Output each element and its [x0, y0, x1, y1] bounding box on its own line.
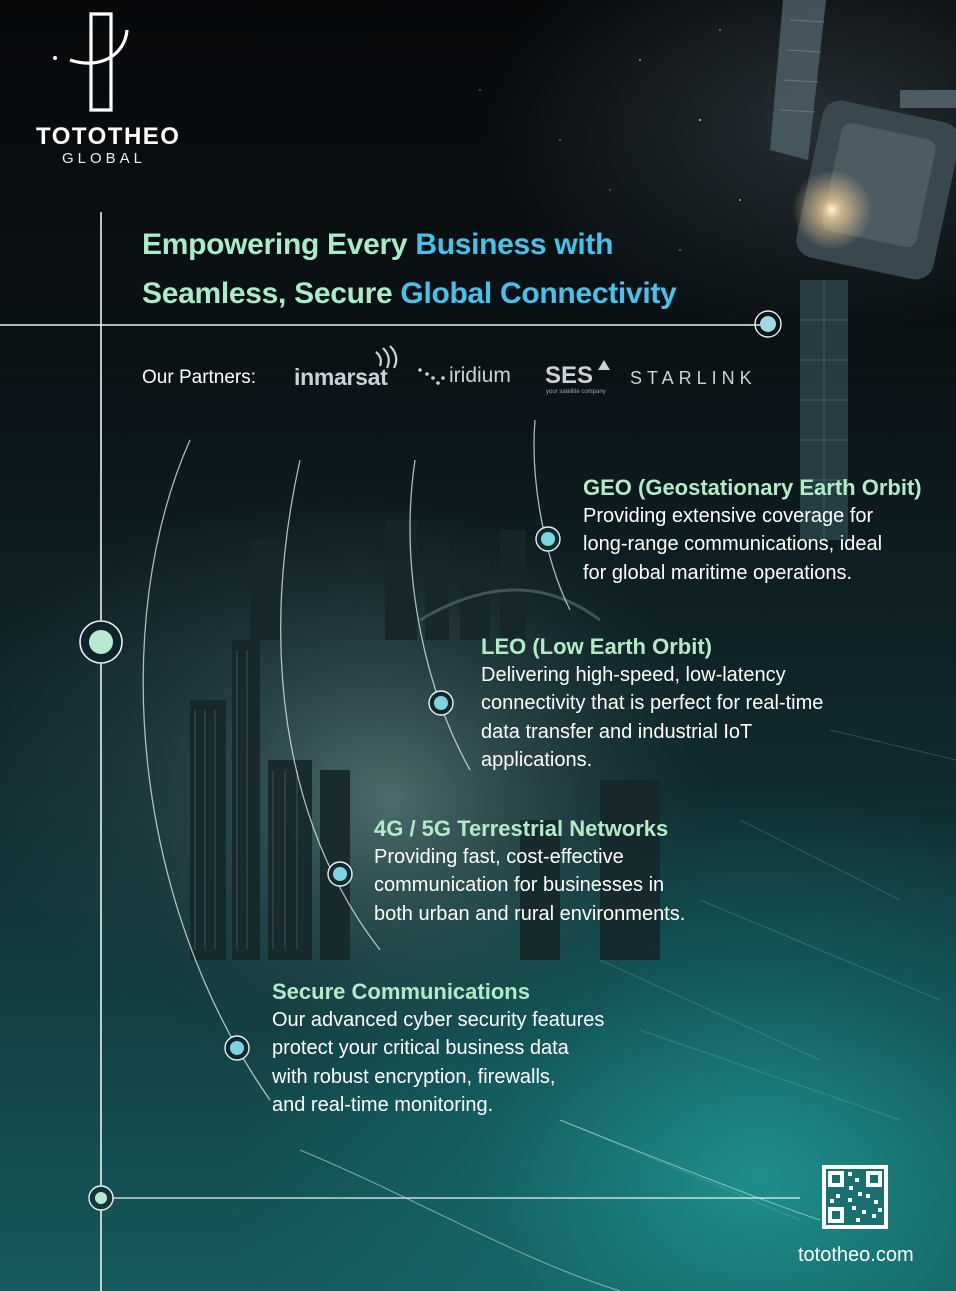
service-geo-body-line: long-range communications, ideal	[583, 533, 883, 556]
service-terrestrial-body-line: both urban and rural environments.	[374, 902, 686, 925]
service-geo-body-line: Providing extensive coverage for	[583, 505, 874, 527]
service-secure-body-line: with robust encryption, firewalls,	[272, 1065, 556, 1088]
service-secure-body-line: and real-time monitoring.	[272, 1093, 494, 1116]
service-geo	[583, 474, 953, 587]
headline-line1-part1: Empowering Every	[142, 228, 416, 261]
service-leo-title: LEO (Low Earth Orbit)	[481, 634, 712, 659]
service-terrestrial-title: 4G / 5G Terrestrial Networks	[374, 816, 669, 841]
partner-ses-tagline: your satellite company	[546, 389, 606, 395]
headline-line2-part1: Seamless, Secure	[142, 277, 401, 310]
service-leo-body-line: applications.	[481, 748, 593, 771]
service-leo-body-line: data transfer and industrial IoT	[481, 720, 753, 743]
service-secure-body-line: Our advanced cyber security features	[272, 1009, 605, 1031]
partner-iridium: iridium	[449, 364, 511, 387]
service-node-geo	[536, 527, 560, 551]
frame-node-bottom	[89, 1186, 113, 1210]
service-node-leo	[429, 691, 453, 715]
partner-inmarsat: inmarsat	[294, 364, 388, 390]
service-leo	[481, 633, 901, 774]
service-leo-body-line: connectivity that is perfect for real-time	[481, 692, 824, 715]
service-node-terrestrial	[328, 862, 352, 886]
partner-ses: SES	[545, 362, 594, 389]
headline	[142, 220, 782, 318]
headline-line2-part2: Global Connectivity	[400, 277, 677, 310]
brand-subtitle: GLOBAL	[62, 150, 147, 167]
frame-node-large	[80, 621, 122, 663]
partner-starlink: STARLINK	[630, 368, 757, 388]
service-leo-body-line: Delivering high-speed, low-latency	[481, 664, 786, 686]
headline-line1-part2: Business with	[415, 228, 614, 261]
tototheo-logo-mark	[53, 14, 127, 110]
service-terrestrial	[374, 815, 754, 928]
service-secure-title: Secure Communications	[272, 979, 530, 1004]
service-node-secure	[225, 1036, 249, 1060]
service-secure-body-line: protect your critical business data	[272, 1037, 569, 1060]
service-geo-title: GEO (Geostationary Earth Orbit)	[583, 475, 922, 500]
iridium-logo	[418, 368, 445, 385]
service-secure	[272, 978, 652, 1119]
satellite-illustration	[770, 0, 956, 540]
ses-logo	[598, 360, 610, 370]
service-terrestrial-body-line: communication for businesses in	[374, 874, 665, 897]
qr-code-icon	[822, 1165, 888, 1229]
brand-name: TOTOTHEO	[36, 123, 181, 150]
website-link[interactable]: tototheo.com	[798, 1244, 914, 1266]
service-terrestrial-body-line: Providing fast, cost-effective	[374, 846, 624, 868]
service-geo-body-line: for global maritime operations.	[583, 561, 853, 584]
partners-label: Our Partners:	[142, 367, 257, 388]
